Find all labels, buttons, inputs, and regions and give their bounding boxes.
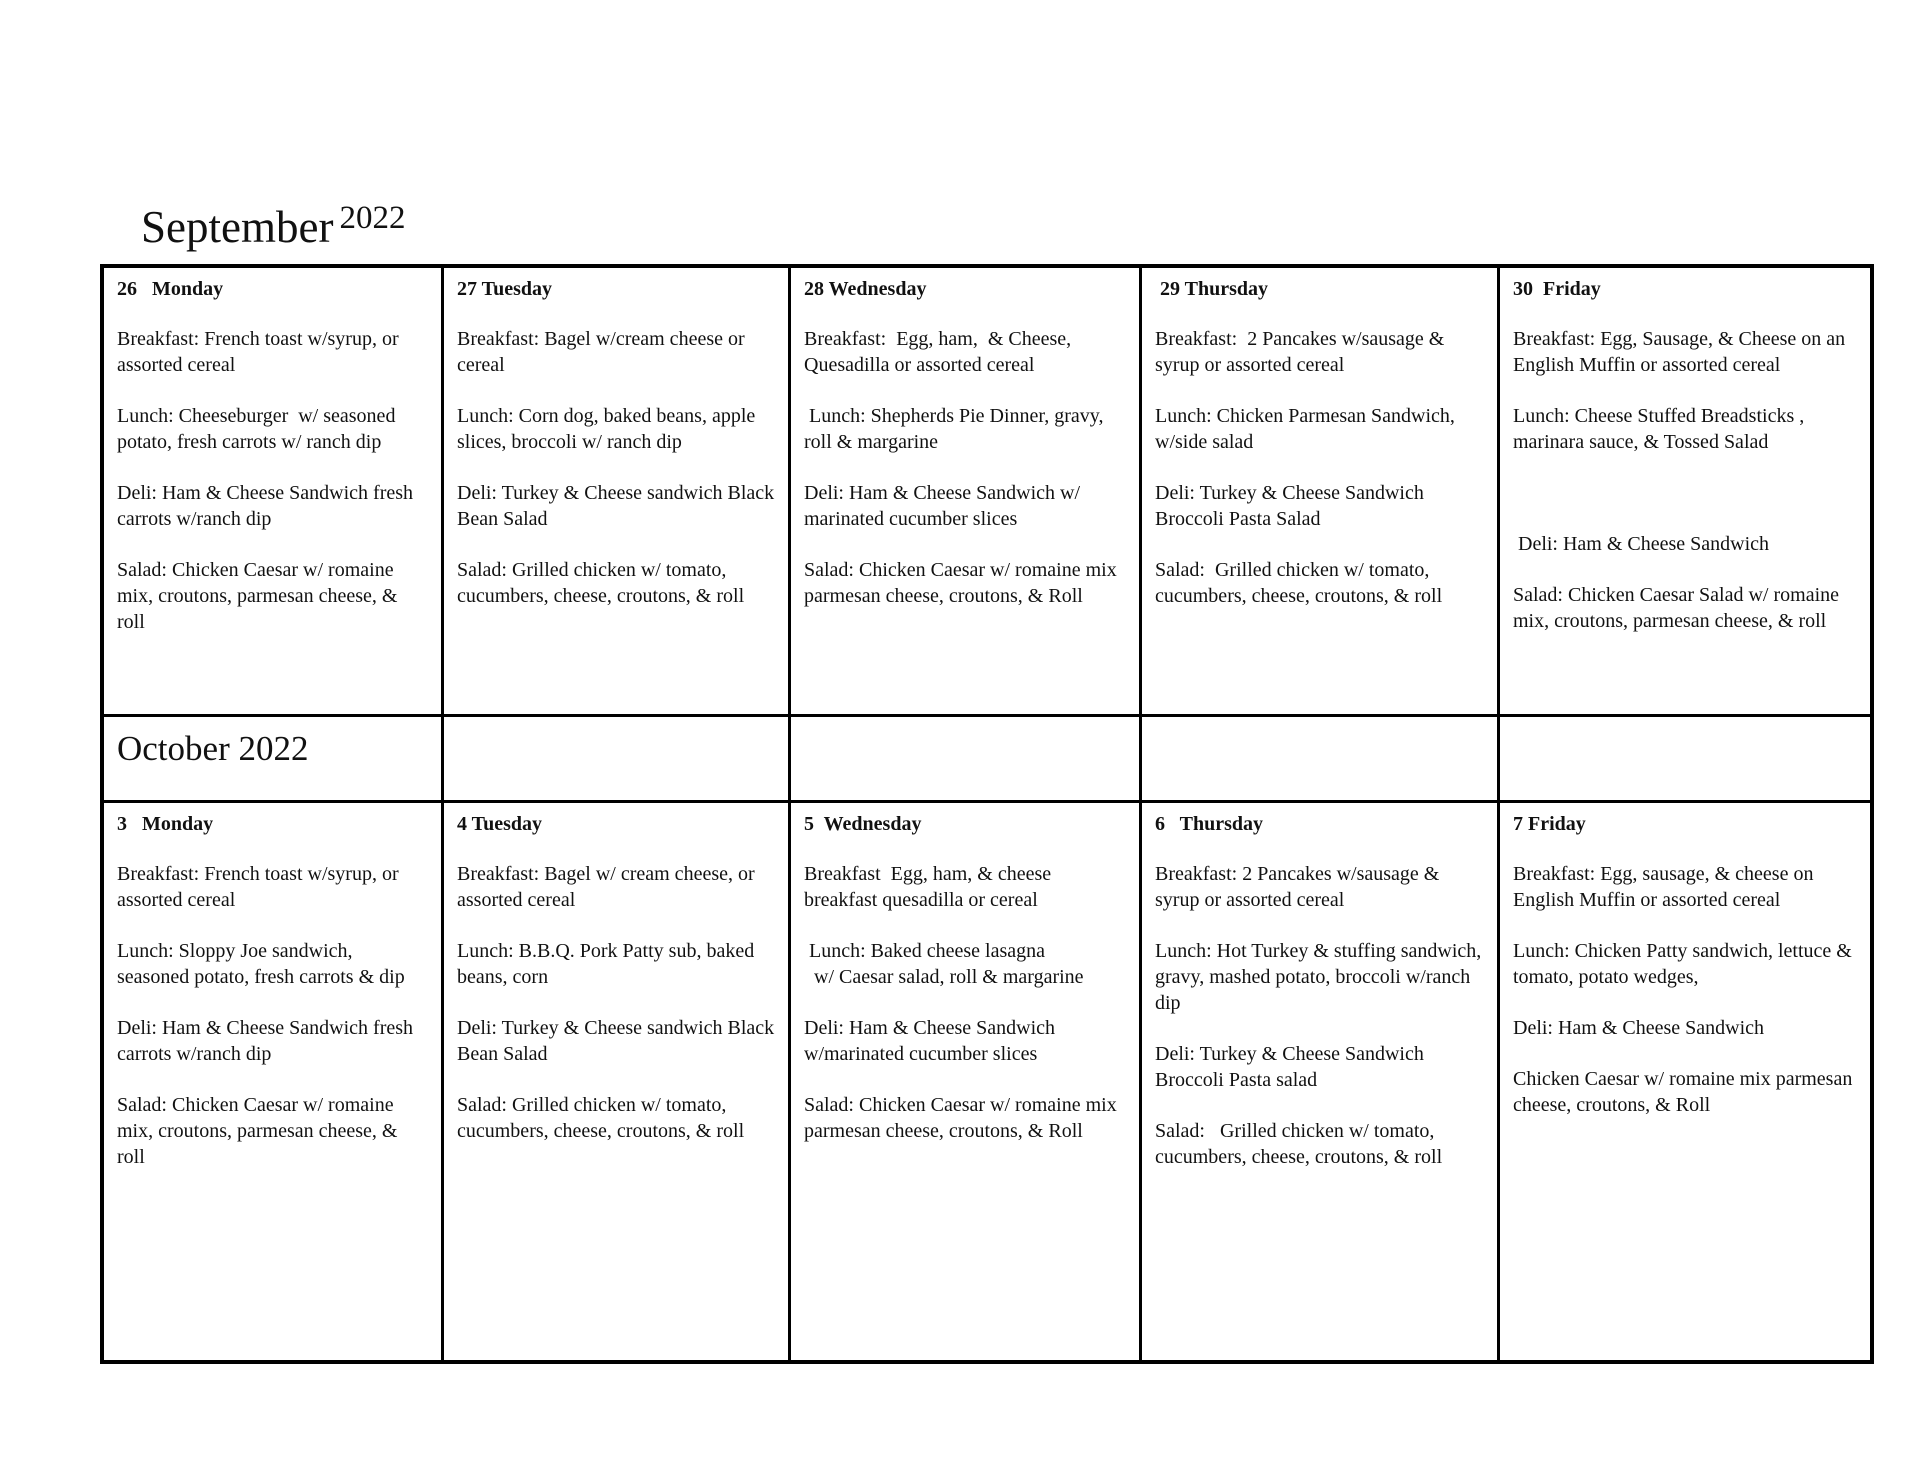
lunch-item: Lunch: Cheeseburger w/ seasoned potato, fresh carrots w/ ranch dip — [117, 405, 401, 453]
salad-item: Salad: Grilled chicken w/ tomato, cucumbers, cheese, croutons, & roll — [457, 1094, 745, 1142]
lunch-item: Lunch: Shepherds Pie Dinner, gravy, roll & margarine — [804, 405, 1114, 453]
day-header: 3 Monday — [117, 813, 214, 835]
day-cell-sep-27 — [444, 268, 791, 717]
breakfast-item: Breakfast: French toast w/syrup, or assorted cereal — [117, 863, 404, 911]
october-title-cell — [104, 717, 444, 803]
spacer-item — [1513, 480, 1857, 506]
deli-item: Deli: Ham & Cheese Sandwich w/marinated cucumber slices — [804, 1017, 1061, 1065]
lunch-item: Lunch: Baked cheese lasagna w/ Caesar salad, roll & margarine — [809, 940, 1084, 988]
deli-item: Deli: Turkey & Cheese sandwich Black Bean Salad — [457, 1017, 780, 1065]
day-cell-oct-7 — [1500, 803, 1870, 1360]
lunch-item: Lunch: Chicken Parmesan Sandwich, w/side salad — [1155, 405, 1460, 453]
empty-cell — [791, 717, 1142, 803]
empty-cell — [1500, 717, 1870, 803]
day-header: 28 Wednesday — [804, 278, 927, 300]
september-month: September — [141, 202, 334, 252]
breakfast-item: Breakfast: Egg, ham, & Cheese, Quesadilla or assorted cereal — [804, 328, 1077, 376]
day-cell-oct-6 — [1142, 803, 1500, 1360]
deli-item: Deli: Ham & Cheese Sandwich fresh carrots w/ranch dip — [117, 1017, 419, 1065]
lunch-item: Lunch: Corn dog, baked beans, apple slices, broccoli w/ ranch dip — [457, 405, 761, 453]
salad-item: Salad: Chicken Caesar w/ romaine mix, croutons, parmesan cheese, & roll — [117, 1094, 403, 1168]
breakfast-item: Breakfast: Egg, sausage, & cheese on English Muffin or assorted cereal — [1513, 863, 1819, 911]
deli-item: Deli: Ham & Cheese Sandwich — [1513, 533, 1770, 555]
september-year: 2022 — [339, 200, 406, 236]
salad-item: Salad: Grilled chicken w/ tomato, cucumbers, cheese, croutons, & roll — [1155, 1120, 1443, 1168]
empty-cell — [444, 717, 791, 803]
day-header: 30 Friday — [1513, 278, 1601, 300]
day-cell-sep-30 — [1500, 268, 1870, 717]
day-cell-oct-5 — [791, 803, 1142, 1360]
day-header: 26 Monday — [117, 278, 224, 300]
september-title — [141, 200, 406, 252]
lunch-item: Lunch: Sloppy Joe sandwich, seasoned potato, fresh carrots & dip — [117, 940, 405, 988]
october-title: October 2022 — [117, 729, 309, 768]
day-header: 27 Tuesday — [457, 278, 553, 300]
day-header: 29 Thursday — [1155, 278, 1269, 300]
breakfast-item: Breakfast Egg, ham, & cheese breakfast quesadilla or cereal — [804, 863, 1057, 911]
breakfast-item: Breakfast: 2 Pancakes w/sausage & syrup or assorted cereal — [1155, 863, 1445, 911]
deli-item: Deli: Turkey & Cheese Sandwich Broccoli Pasta salad — [1155, 1043, 1429, 1091]
day-header: 7 Friday — [1513, 813, 1586, 835]
day-cell-oct-3 — [104, 803, 444, 1360]
breakfast-item: Breakfast: French toast w/syrup, or assorted cereal — [117, 328, 404, 376]
breakfast-item: Breakfast: 2 Pancakes w/sausage & syrup or assorted cereal — [1155, 328, 1450, 376]
breakfast-item: Breakfast: Egg, Sausage, & Cheese on an English Muffin or assorted cereal — [1513, 328, 1851, 376]
salad-item: Salad: Chicken Caesar w/ romaine mix, croutons, parmesan cheese, & roll — [117, 559, 403, 633]
day-cell-sep-28 — [791, 268, 1142, 717]
salad-item: Salad: Grilled chicken w/ tomato, cucumbers, cheese, croutons, & roll — [1155, 559, 1443, 607]
breakfast-item: Breakfast: Bagel w/cream cheese or cereal — [457, 328, 750, 376]
salad-item: Salad: Chicken Caesar w/ romaine mix parmesan cheese, croutons, & Roll — [804, 559, 1122, 607]
lunch-item: Lunch: Hot Turkey & stuffing sandwich, gravy, mashed potato, broccoli w/ranch dip — [1155, 940, 1487, 1014]
deli-item: Deli: Turkey & Cheese sandwich Black Bean Salad — [457, 482, 780, 530]
salad-item: Chicken Caesar w/ romaine mix parmesan cheese, croutons, & Roll — [1513, 1068, 1858, 1116]
breakfast-item: Breakfast: Bagel w/ cream cheese, or assorted cereal — [457, 863, 760, 911]
deli-item: Deli: Ham & Cheese Sandwich fresh carrots w/ranch dip — [117, 482, 419, 530]
day-cell-oct-4 — [444, 803, 791, 1360]
deli-item: Deli: Ham & Cheese Sandwich — [1513, 1017, 1765, 1039]
empty-cell — [1142, 717, 1500, 803]
day-header: 4 Tuesday — [457, 813, 543, 835]
lunch-item: Lunch: Cheese Stuffed Breadsticks , marinara sauce, & Tossed Salad — [1513, 405, 1810, 453]
salad-item: Salad: Grilled chicken w/ tomato, cucumbers, cheese, croutons, & roll — [457, 559, 745, 607]
menu-calendar-grid — [100, 264, 1874, 1364]
salad-item: Salad: Chicken Caesar w/ romaine mix parmesan cheese, croutons, & Roll — [804, 1094, 1122, 1142]
day-header: 5 Wednesday — [804, 813, 922, 835]
lunch-item: Lunch: Chicken Patty sandwich, lettuce & tomato, potato wedges, — [1513, 940, 1857, 988]
day-header: 6 Thursday — [1155, 813, 1264, 835]
lunch-item: Lunch: B.B.Q. Pork Patty sub, baked beans, corn — [457, 940, 760, 988]
day-cell-sep-29 — [1142, 268, 1500, 717]
deli-item: Deli: Ham & Cheese Sandwich w/ marinated cucumber slices — [804, 482, 1086, 530]
salad-item: Salad: Chicken Caesar Salad w/ romaine mix, croutons, parmesan cheese, & roll — [1513, 584, 1845, 632]
day-cell-sep-26 — [104, 268, 444, 717]
deli-item: Deli: Turkey & Cheese Sandwich Broccoli Pasta Salad — [1155, 482, 1429, 530]
